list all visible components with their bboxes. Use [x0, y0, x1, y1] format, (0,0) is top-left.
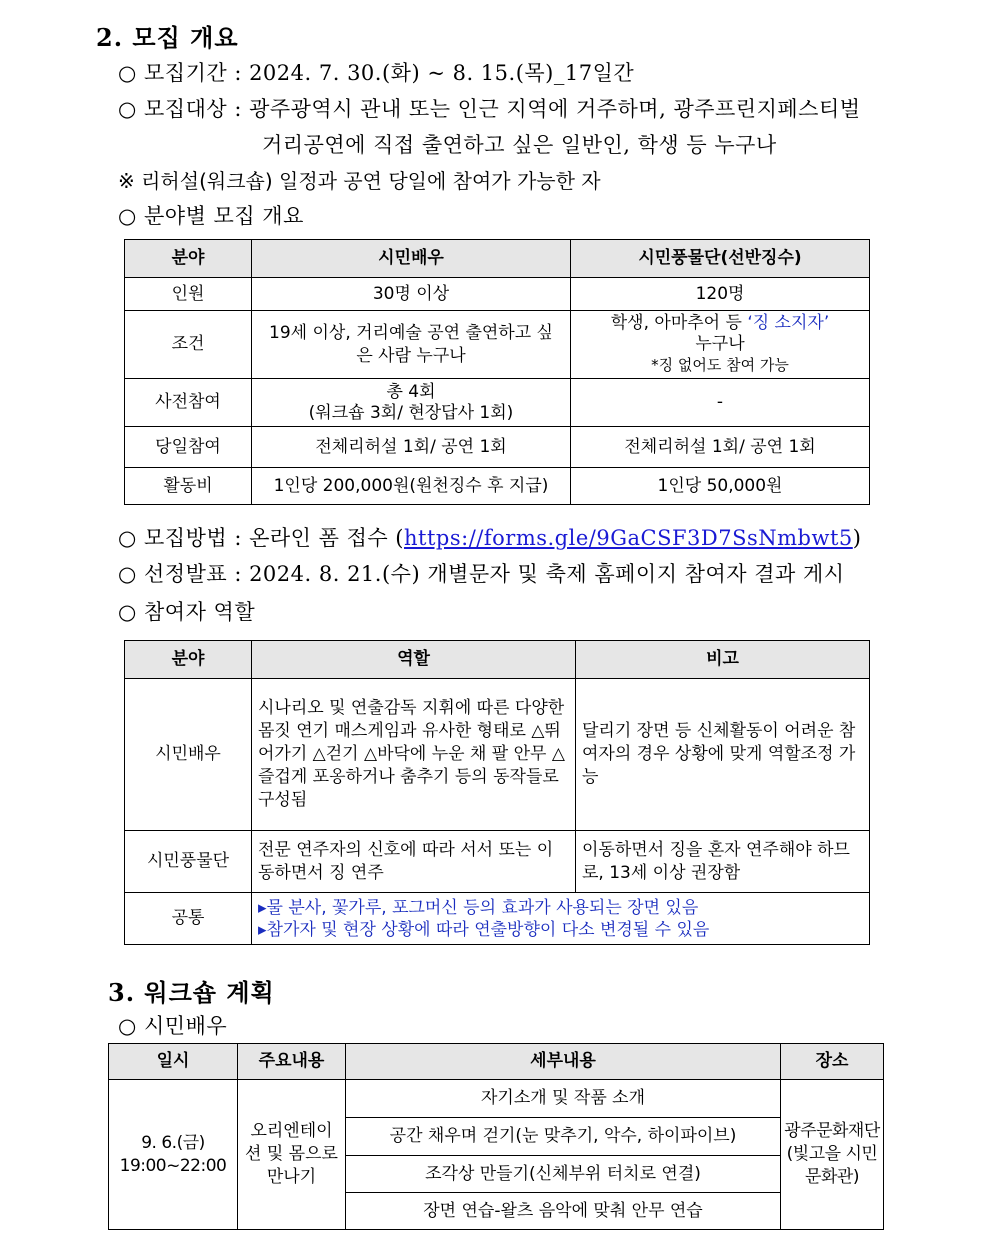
workshop-detail: 공간 채우며 걷기(눈 맞추기, 악수, 하이파이브): [346, 1118, 781, 1156]
table-row: [125, 679, 870, 831]
gong-holder-highlight: ‘징 소지자’: [747, 313, 830, 333]
application-form-link[interactable]: https://forms.gle/9GaCSF3D7SsNmbwt5: [404, 526, 853, 550]
table-row: [125, 427, 870, 468]
roles-header-field: 분야: [125, 641, 252, 679]
overview-header-band: 시민풍물단(선반징수): [571, 240, 870, 278]
row-label: 공통: [125, 893, 252, 945]
overview-header-field: 분야: [125, 240, 252, 278]
band-cell: 120명: [571, 278, 870, 311]
recruit-method-suffix: ): [852, 526, 862, 550]
recruit-period: ○ 모집기간 : 2024. 7. 30.(화) ~ 8. 15.(목)_17일간: [118, 61, 635, 85]
row-label: 당일참여: [125, 427, 252, 468]
row-label: 사전참여: [125, 379, 252, 427]
workshop-table: [108, 1043, 884, 1230]
workshop-detail: 자기소개 및 작품 소개: [346, 1080, 781, 1118]
recruit-method: [118, 522, 861, 552]
band-cell: 1인당 50,000원: [571, 468, 870, 505]
row-label: 활동비: [125, 468, 252, 505]
recruit-target-line2: 거리공연에 직접 출연하고 싶은 일반인, 학생 등 누구나: [262, 133, 777, 157]
role-cell: 전문 연주자의 신호에 따라 서서 또는 이동하면서 징 연주: [252, 831, 576, 893]
remark-cell: 이동하면서 징을 혼자 연주해야 하므로, 13세 이상 권장함: [576, 831, 870, 893]
role-cell: 시나리오 및 연출감독 지휘에 따른 다양한 몸짓 연기 매스게임과 유사한 형태로 △뛰어가기 △걷기 △바닥에 누운 채 팔 안무 △즐겁게 포옹하거나 춤추기 등의 동작들로 구성됨: [252, 679, 576, 831]
row-label: 조건: [125, 311, 252, 379]
eligibility-note: ※ 리허설(워크숍) 일정과 공연 당일에 참여가 가능한 자: [118, 169, 601, 193]
roles-header-role: 역할: [252, 641, 576, 679]
band-cell: 전체리허설 1회/ 공연 1회: [571, 427, 870, 468]
overview-heading: ○ 분야별 모집 개요: [118, 204, 304, 228]
remark-cell: 달리기 장면 등 신체활동이 어려운 참여자의 경우 상황에 맞게 역할조정 가능: [576, 679, 870, 831]
band-condition-note: *징 없어도 참여 가능: [651, 356, 789, 374]
workshop-subheading: ○ 시민배우: [118, 1014, 228, 1038]
row-label: 시민풍물단: [125, 831, 252, 893]
table-row: [125, 379, 870, 427]
actor-cell: 19세 이상, 거리예술 공연 출연하고 싶은 사람 누구나: [252, 311, 571, 379]
workshop-header-detail: 세부내용: [346, 1044, 781, 1080]
roles-table: [124, 640, 870, 945]
overview-table: [124, 239, 870, 505]
section-2-title: 2. 모집 개요: [96, 23, 239, 52]
selection-announcement: ○ 선정발표 : 2024. 8. 21.(수) 개별문자 및 축제 홈페이지 참여자 결과 게시: [118, 562, 845, 586]
roles-heading: ○ 참여자 역할: [118, 600, 256, 624]
table-row: [125, 831, 870, 893]
table-row: [125, 468, 870, 505]
workshop-detail: 장면 연습-왈츠 음악에 맞춰 안무 연습: [346, 1193, 781, 1230]
actor-cell: 전체리허설 1회/ 공연 1회: [252, 427, 571, 468]
table-row: [125, 311, 870, 379]
workshop-time: 19:00~22:00: [119, 1155, 227, 1176]
table-row: [109, 1080, 884, 1118]
workshop-header-date: 일시: [109, 1044, 238, 1080]
workshop-detail: 조각상 만들기(신체부위 터치로 연결): [346, 1156, 781, 1193]
row-label: 시민배우: [125, 679, 252, 831]
roles-header-remark: 비고: [576, 641, 870, 679]
band-cell: -: [571, 379, 870, 427]
table-row: [125, 278, 870, 311]
row-label: 인원: [125, 278, 252, 311]
band-condition-anyone: 누구나: [695, 334, 745, 354]
band-condition-text: 학생, 아마추어 등: [610, 313, 748, 333]
workshop-place: 광주문화재단 (빛고을 시민문화관): [781, 1080, 884, 1230]
workshop-main-content: 오리엔테이션 및 몸으로 만나기: [238, 1080, 346, 1230]
actor-pre-total: 총 4회: [386, 381, 436, 402]
table-row: [125, 893, 870, 945]
actor-pre-detail: (워크숍 3회/ 현장답사 1회): [308, 402, 514, 423]
common-note-direction: ▸참가자 및 현장 상황에 따라 연출방향이 다소 변경될 수 있음: [258, 919, 710, 940]
workshop-date: 9. 6.(금): [141, 1132, 205, 1153]
workshop-datetime: [109, 1080, 238, 1230]
common-note-effects: ▸물 분사, 꽃가루, 포그머신 등의 효과가 사용되는 장면 있음: [258, 897, 699, 918]
recruit-target-line1: ○ 모집대상 : 광주광역시 관내 또는 인근 지역에 거주하며, 광주프린지페스티벌: [118, 97, 861, 121]
workshop-header-place: 장소: [781, 1044, 884, 1080]
actor-cell: 1인당 200,000원(원천징수 후 지급): [252, 468, 571, 505]
actor-cell: [252, 379, 571, 427]
common-notes-cell: [252, 893, 870, 945]
recruit-method-prefix: ○ 모집방법 : 온라인 폼 접수 (: [118, 526, 405, 550]
section-3-title: 3. 워크숍 계획: [108, 978, 275, 1007]
band-cell: [571, 311, 870, 379]
actor-cell: 30명 이상: [252, 278, 571, 311]
workshop-header-main: 주요내용: [238, 1044, 346, 1080]
overview-header-actor: 시민배우: [252, 240, 571, 278]
